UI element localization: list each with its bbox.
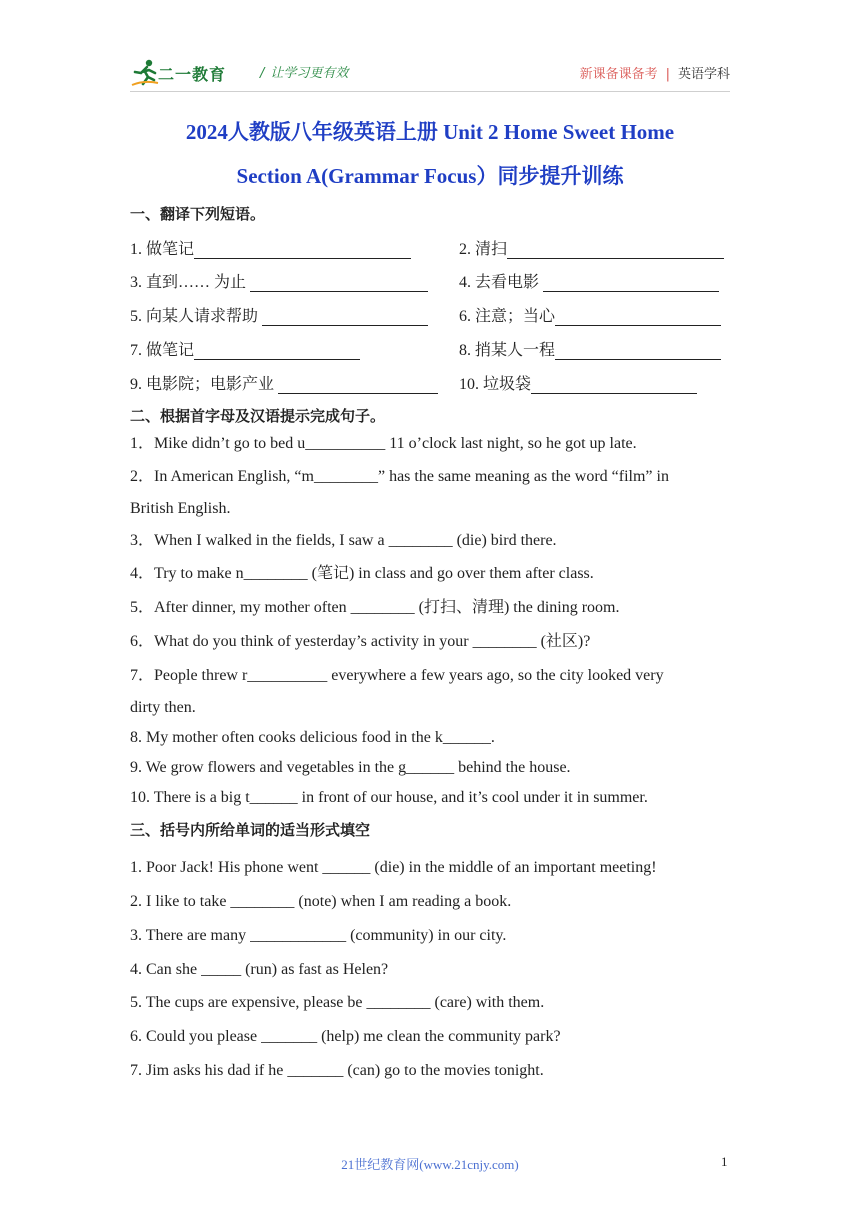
fill-line: 2. I like to take ________ (note) when I am reading a book. bbox=[130, 893, 512, 910]
brand-logo bbox=[130, 58, 240, 88]
runner-icon bbox=[130, 58, 160, 88]
phrase-item: 3. 直到…… 为止 bbox=[130, 269, 428, 292]
sentence-line: 2．In American English, “m________” has the same meaning as the word “film” in bbox=[130, 468, 669, 485]
doc-title-line1: 2024人教版八年级英语上册 Unit 2 Home Sweet Home bbox=[185, 120, 675, 144]
slash-divider: / bbox=[260, 66, 265, 81]
sentence-line: 4．Try to make n________ (笔记) in class and go over them after class. bbox=[130, 565, 594, 582]
slogan-text: 让学习更有效 bbox=[270, 66, 349, 81]
header-divider bbox=[130, 91, 730, 92]
section2-heading: 二、根据首字母及汉语提示完成句子。 bbox=[130, 407, 386, 425]
fill-line: 4. Can she _____ (run) as fast as Helen? bbox=[130, 961, 389, 978]
sentence-line: 7．People threw r__________ everywhere a few years ago, so the city looked very bbox=[130, 667, 664, 684]
header-right bbox=[580, 63, 730, 82]
footer-site: 21世纪教育网(www.21cnjy.com) bbox=[341, 1157, 519, 1172]
slogan bbox=[260, 62, 348, 81]
sentence-line: 10. There is a big t______ in front of our house, and it’s cool under it in summer. bbox=[130, 789, 648, 806]
phrase-item: 9. 电影院；电影产业 bbox=[130, 371, 438, 394]
phrase-item: 7. 做笔记 bbox=[130, 337, 360, 360]
phrase-item: 2. 清扫 bbox=[459, 236, 724, 259]
section3-heading: 三、括号内所给单词的适当形式填空 bbox=[130, 821, 371, 839]
phrase-item: 6. 注意；当心 bbox=[459, 303, 721, 326]
header-tag-b: 英语学科 bbox=[677, 67, 730, 82]
sentence-line: 8. My mother often cooks delicious food in the k______. bbox=[130, 729, 495, 746]
fill-line: 3. There are many ____________ (community) in our city. bbox=[130, 927, 507, 944]
fill-line: 7. Jim asks his dad if he _______ (can) go to the movies tonight. bbox=[130, 1062, 544, 1079]
header-separator: | bbox=[665, 67, 670, 82]
phrase-item: 10. 垃圾袋 bbox=[459, 371, 697, 394]
phrase-item: 4. 去看电影 bbox=[459, 269, 719, 292]
phrase-item: 5. 向某人请求帮助 bbox=[130, 303, 428, 326]
fill-line: 1. Poor Jack! His phone went ______ (die) in the middle of an important meeting! bbox=[130, 859, 657, 876]
header-tag-a: 新课备课备考 bbox=[579, 67, 658, 82]
section1-heading: 一、翻译下列短语。 bbox=[130, 205, 266, 223]
sentence-line: British English. bbox=[130, 500, 231, 517]
page-header bbox=[130, 52, 730, 92]
sentence-line: 9. We grow flowers and vegetables in the g______ behind the house. bbox=[130, 759, 571, 776]
phrase-item: 8. 捎某人一程 bbox=[459, 337, 721, 360]
sentence-line: 1．Mike didn’t go to bed u__________ 11 o’clock last night, so he got up late. bbox=[130, 435, 637, 452]
sentence-line: 5．After dinner, my mother often ________ (打扫、清理) the dining room. bbox=[130, 599, 620, 616]
page-number: 1 bbox=[721, 1154, 728, 1169]
doc-title-line2: Section A(Grammar Focus）同步提升训练 bbox=[236, 164, 624, 188]
phrase-item: 1. 做笔记 bbox=[130, 236, 411, 259]
fill-line: 5. The cups are expensive, please be ________ (care) with them. bbox=[130, 994, 545, 1011]
logo-text: 二一教育 bbox=[158, 65, 227, 84]
sentence-line: 3．When I walked in the fields, I saw a ________ (die) bird there. bbox=[130, 532, 557, 549]
sentence-line: dirty then. bbox=[130, 699, 196, 716]
fill-line: 6. Could you please _______ (help) me clean the community park? bbox=[130, 1028, 561, 1045]
sentence-line: 6．What do you think of yesterday’s activity in your ________ (社区)? bbox=[130, 633, 591, 650]
